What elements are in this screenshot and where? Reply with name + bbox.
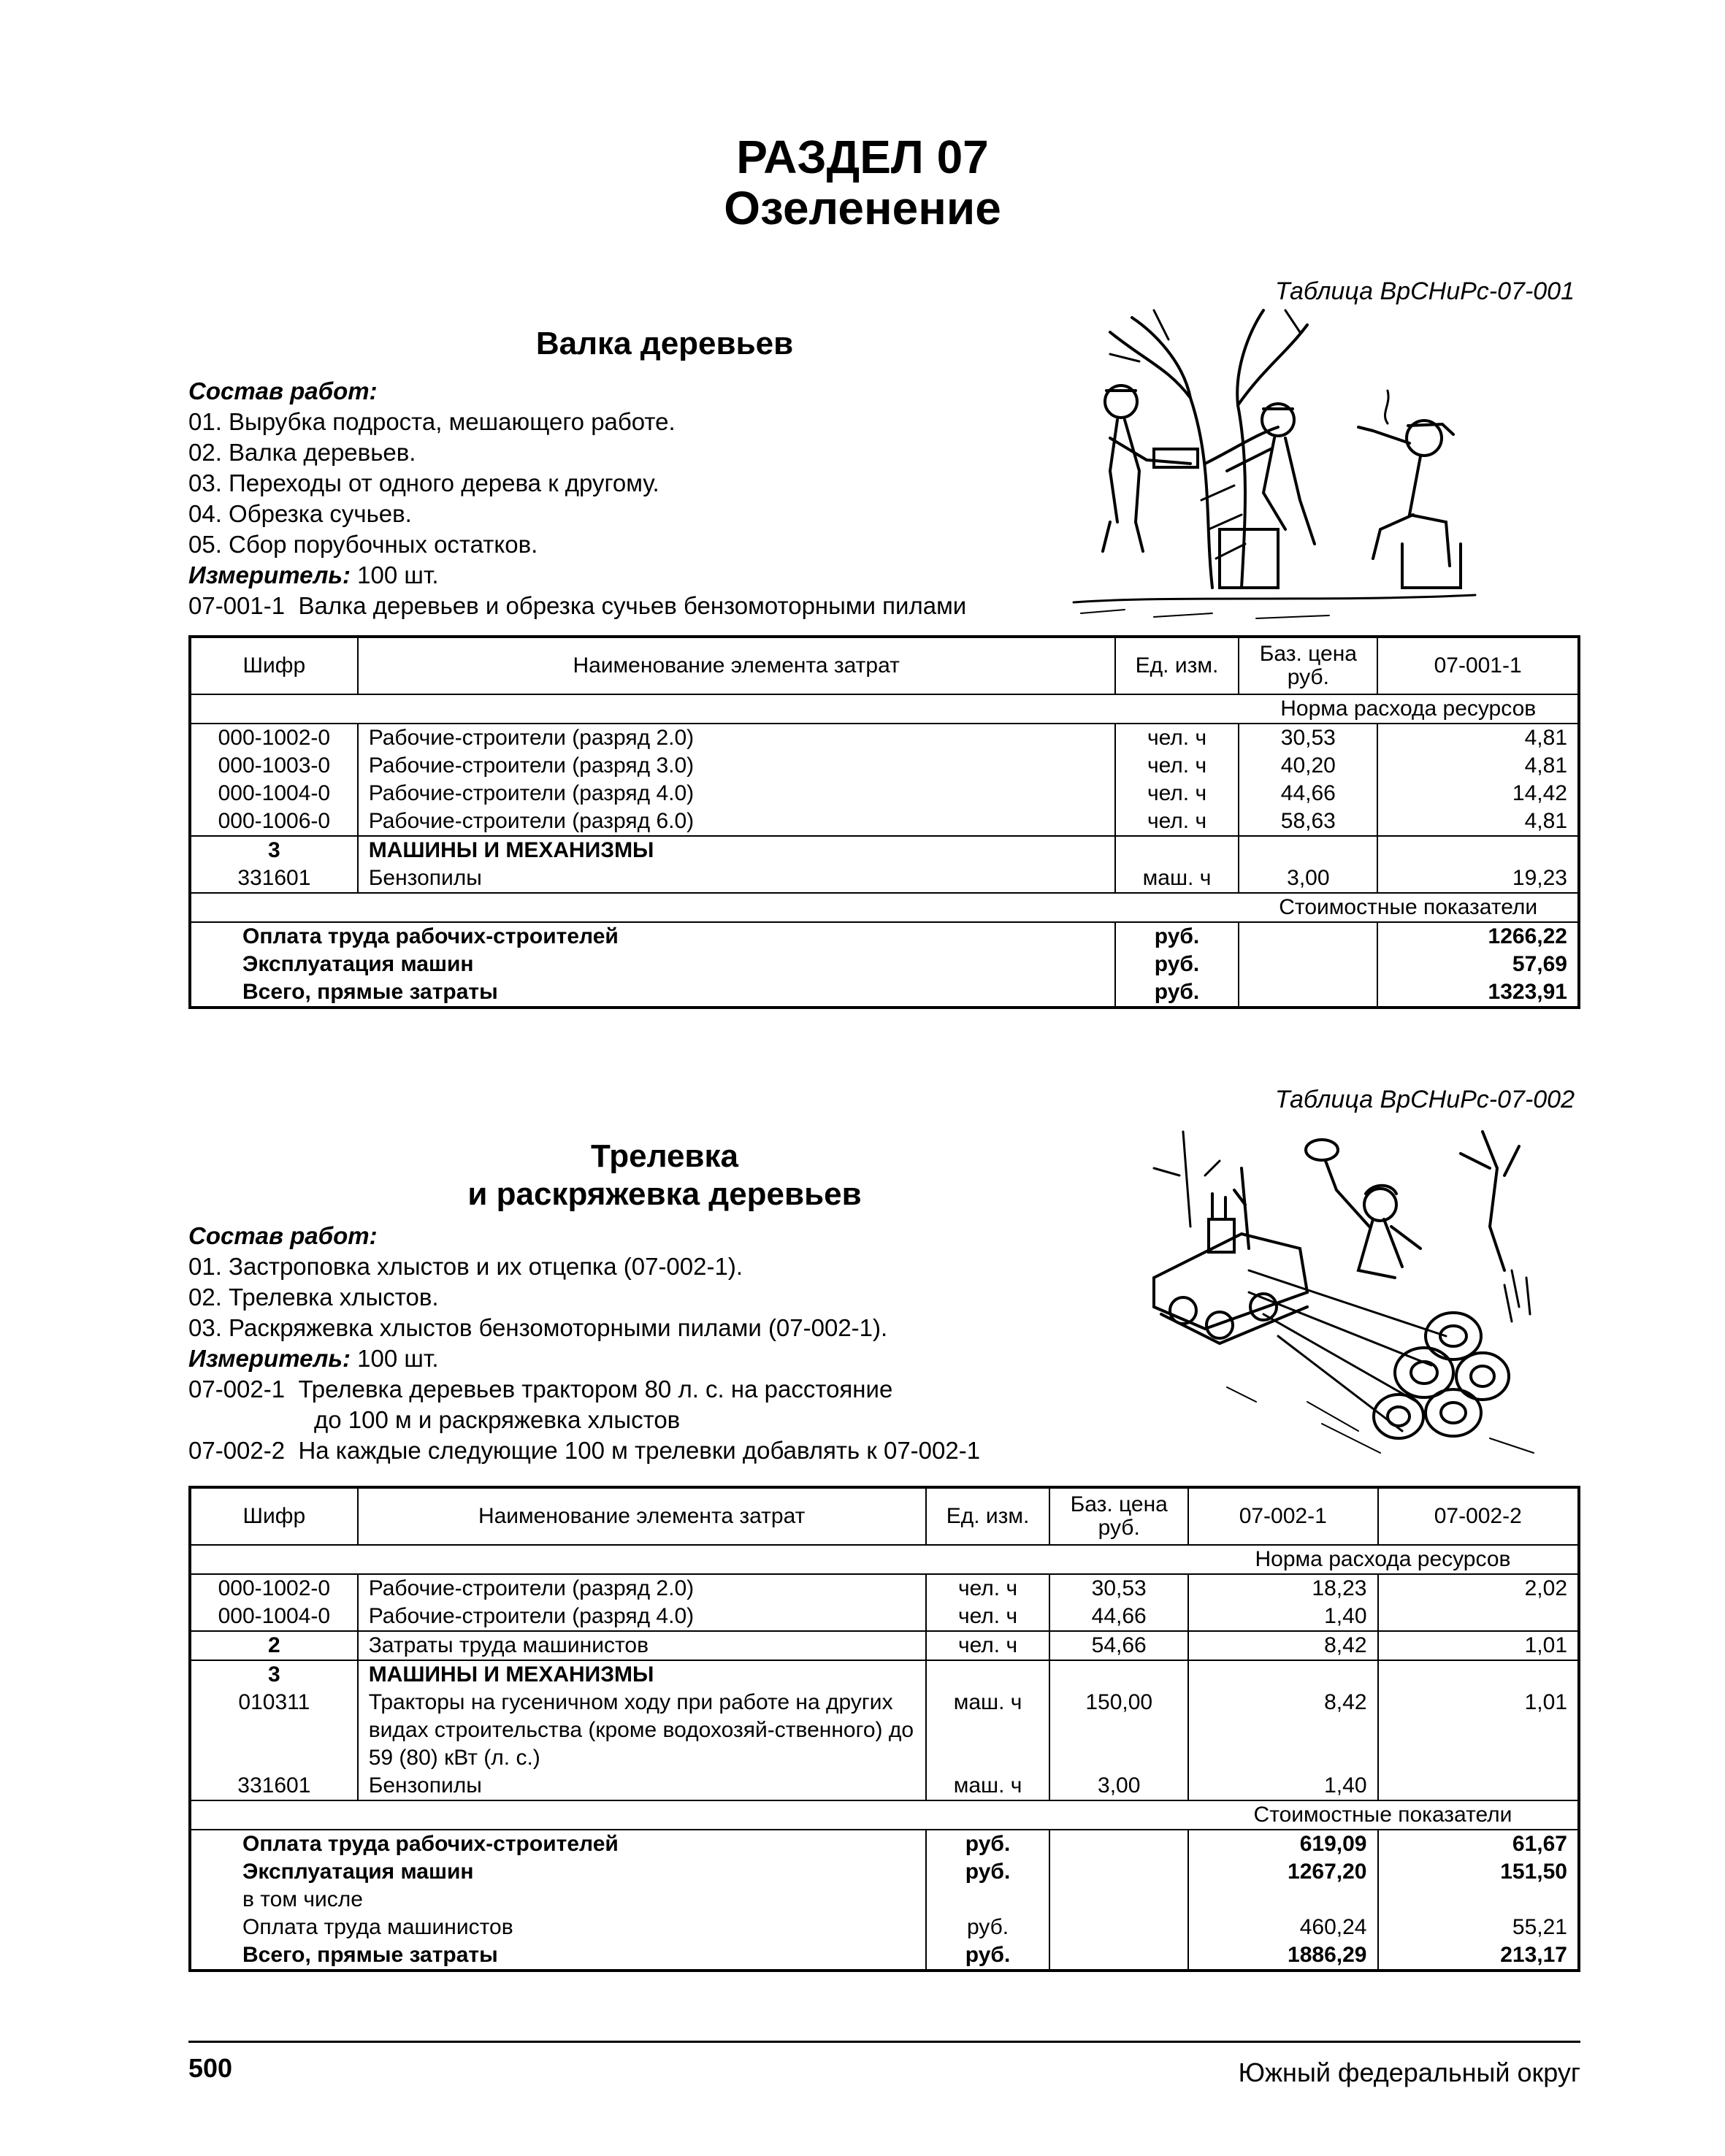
item-text: Сбор порубочных остатков. bbox=[229, 531, 538, 558]
col-header: Наименование элемента затрат bbox=[358, 637, 1115, 694]
cell: чел. ч bbox=[926, 1574, 1050, 1603]
cell: 57,69 bbox=[1377, 951, 1579, 978]
list-item bbox=[188, 1282, 980, 1313]
section-title: РАЗДЕЛ 07 bbox=[736, 131, 989, 183]
band-row bbox=[190, 694, 1579, 724]
table-caption-1: Таблица ВрСНиРс-07-001 bbox=[1274, 277, 1575, 305]
cell: маш. ч bbox=[926, 1689, 1050, 1772]
total-label: Эксплуатация машин bbox=[242, 1860, 474, 1884]
cell: 3,00 bbox=[1049, 1772, 1188, 1800]
item-num: 05. bbox=[188, 531, 222, 558]
cell bbox=[1378, 1772, 1580, 1800]
table-caption-2: Таблица ВрСНиРс-07-002 bbox=[1274, 1086, 1575, 1113]
cell: руб. bbox=[926, 1830, 1050, 1858]
cell: руб. bbox=[926, 1858, 1050, 1886]
cell: 4,81 bbox=[1377, 752, 1579, 780]
cell: Рабочие-строители (разряд 2.0) bbox=[358, 1574, 926, 1603]
total-row bbox=[190, 951, 1579, 978]
group-name: МАШИНЫ И МЕХАНИЗМЫ bbox=[358, 1660, 926, 1689]
total-label: Всего, прямые затраты bbox=[242, 980, 498, 1004]
page-number: 500 bbox=[188, 2053, 233, 2083]
cell: 58,63 bbox=[1239, 807, 1377, 836]
code-line bbox=[188, 591, 966, 621]
cell: 010311 bbox=[238, 1690, 310, 1714]
table-row bbox=[190, 807, 1579, 836]
cell: 1886,29 bbox=[1188, 1941, 1378, 1971]
title-line: Трелевка bbox=[591, 1138, 738, 1174]
table-row bbox=[190, 724, 1579, 752]
block1-composition bbox=[188, 376, 966, 621]
group-code: 3 bbox=[190, 1660, 358, 1689]
list-item bbox=[188, 437, 966, 468]
cell: руб. bbox=[1115, 951, 1239, 978]
cell: Рабочие-строители (разряд 6.0) bbox=[358, 807, 1115, 836]
table-row bbox=[190, 1603, 1579, 1631]
meter-label: Измеритель: bbox=[188, 561, 351, 588]
block1-title: Валка деревьев bbox=[535, 326, 794, 361]
cell: Рабочие-строители (разряд 3.0) bbox=[358, 752, 1115, 780]
total-row bbox=[190, 1941, 1579, 1971]
item-text: Вырубка подроста, мешающего работе. bbox=[229, 408, 676, 435]
cell: 2,02 bbox=[1378, 1574, 1580, 1603]
total-row bbox=[190, 978, 1579, 1008]
cell: Рабочие-строители (разряд 4.0) bbox=[358, 1603, 926, 1631]
meter-value: 100 шт. bbox=[351, 1345, 439, 1372]
group-code: 3 bbox=[190, 836, 358, 864]
list-item bbox=[188, 1251, 980, 1282]
total-row bbox=[190, 1886, 1579, 1914]
resource-table-2 bbox=[188, 1486, 1580, 1972]
cell: чел. ч bbox=[926, 1631, 1050, 1660]
section-subtitle: Озеленение bbox=[724, 182, 1001, 234]
cell: Бензопилы bbox=[358, 1772, 926, 1800]
col-header: Шифр bbox=[190, 637, 358, 694]
cell: 1266,22 bbox=[1377, 922, 1579, 951]
total-row bbox=[190, 1830, 1579, 1858]
code-text: Трелевка деревьев трактором 80 л. с. на расстояние bbox=[298, 1376, 893, 1403]
code-line-cont: до 100 м и раскряжевка хлыстов bbox=[314, 1406, 681, 1433]
total-row bbox=[190, 922, 1579, 951]
cell: 000-1006-0 bbox=[218, 809, 331, 833]
table-row bbox=[190, 752, 1579, 780]
group-name: МАШИНЫ И МЕХАНИЗМЫ bbox=[358, 836, 1115, 864]
block2-title bbox=[409, 1138, 920, 1213]
cell: 151,50 bbox=[1378, 1858, 1580, 1886]
code: 07-002-1 bbox=[188, 1376, 286, 1403]
composition-label: Состав работ: bbox=[188, 1222, 378, 1249]
total-row bbox=[190, 1858, 1579, 1886]
meter-label: Измеритель: bbox=[188, 1345, 351, 1372]
cell: 000-1002-0 bbox=[218, 1576, 331, 1600]
band-row bbox=[190, 1545, 1579, 1574]
cell: 44,66 bbox=[1239, 780, 1377, 807]
cell: маш. ч bbox=[926, 1772, 1050, 1800]
total-label: Оплата труда машинистов bbox=[242, 1915, 513, 1939]
cell: 3,00 bbox=[1239, 864, 1377, 893]
item-text: Раскряжевка хлыстов бензомоторными пилами (07-002-1). bbox=[229, 1314, 888, 1341]
table-row bbox=[190, 836, 1579, 864]
table-row bbox=[190, 780, 1579, 807]
cell: чел. ч bbox=[1115, 780, 1239, 807]
col-header: Наименование элемента затрат bbox=[358, 1487, 926, 1545]
code-line bbox=[188, 1435, 980, 1466]
total-row bbox=[190, 1914, 1579, 1941]
col-header: 07-002-1 bbox=[1188, 1487, 1378, 1545]
item-num: 02. bbox=[188, 439, 222, 466]
list-item bbox=[188, 529, 966, 560]
col-header: 07-002-2 bbox=[1378, 1487, 1580, 1545]
col-header: Ед. изм. bbox=[926, 1487, 1050, 1545]
cell: 1,01 bbox=[1378, 1631, 1580, 1660]
cell: 30,53 bbox=[1239, 724, 1377, 752]
code: 07-001-1 bbox=[188, 592, 286, 619]
cell bbox=[1378, 1603, 1580, 1631]
code: 07-002-2 bbox=[188, 1437, 286, 1464]
cell: 18,23 bbox=[1188, 1574, 1378, 1603]
cell: 30,53 bbox=[1049, 1574, 1188, 1603]
total-label: Эксплуатация машин bbox=[242, 952, 474, 976]
cell: 4,81 bbox=[1377, 807, 1579, 836]
cell: 4,81 bbox=[1377, 724, 1579, 752]
cell: руб. bbox=[1115, 922, 1239, 951]
cell: Рабочие-строители (разряд 4.0) bbox=[358, 780, 1115, 807]
code-text: Валка деревьев и обрезка сучьев бензомоторными пилами bbox=[298, 592, 967, 619]
footer-divider bbox=[188, 2041, 1580, 2043]
item-text: Застроповка хлыстов и их отцепка (07-002-1). bbox=[229, 1253, 743, 1280]
cell: руб. bbox=[926, 1941, 1050, 1971]
band-label: Норма расхода ресурсов bbox=[1188, 1545, 1579, 1574]
cell: чел. ч bbox=[926, 1603, 1050, 1631]
cell: 1267,20 bbox=[1188, 1858, 1378, 1886]
total-label: Оплата труда рабочих-строителей bbox=[242, 1832, 619, 1856]
meter-line bbox=[188, 560, 966, 591]
total-label: Оплата труда рабочих-строителей bbox=[242, 924, 619, 948]
cell: 55,21 bbox=[1378, 1914, 1580, 1941]
item-text: Трелевка хлыстов. bbox=[229, 1284, 439, 1311]
cell: чел. ч bbox=[1115, 752, 1239, 780]
table-row bbox=[190, 1772, 1579, 1800]
cell: 14,42 bbox=[1377, 780, 1579, 807]
lumberjacks-illustration bbox=[1066, 281, 1483, 624]
item-text: Переходы от одного дерева к другому. bbox=[229, 469, 659, 496]
band-row bbox=[190, 1800, 1579, 1830]
band-row bbox=[190, 893, 1579, 922]
cell: руб. bbox=[1115, 978, 1239, 1008]
cell: 000-1003-0 bbox=[218, 753, 331, 778]
item-num: 04. bbox=[188, 500, 222, 527]
code-text: На каждые следующие 100 м трелевки добавлять к 07-002-1 bbox=[298, 1437, 981, 1464]
cell: Затраты труда машинистов bbox=[358, 1631, 926, 1660]
table-row bbox=[190, 1660, 1579, 1689]
item-num: 01. bbox=[188, 408, 222, 435]
cell: 150,00 bbox=[1049, 1689, 1188, 1772]
col-header: Баз. цена руб. bbox=[1049, 1487, 1188, 1545]
item-num: 03. bbox=[188, 469, 222, 496]
col-header: 07-001-1 bbox=[1377, 637, 1579, 694]
item-num: 01. bbox=[188, 1253, 222, 1280]
cell: 8,42 bbox=[1188, 1689, 1378, 1772]
cell: 213,17 bbox=[1378, 1941, 1580, 1971]
cell: 619,09 bbox=[1188, 1830, 1378, 1858]
tractor-logs-illustration bbox=[1139, 1124, 1548, 1468]
cell: 54,66 bbox=[1049, 1631, 1188, 1660]
cell: 1,40 bbox=[1188, 1603, 1378, 1631]
cell: 331601 bbox=[237, 1773, 311, 1798]
list-item bbox=[188, 1313, 980, 1343]
cell: 1,40 bbox=[1188, 1772, 1378, 1800]
list-item bbox=[188, 407, 966, 437]
table-row bbox=[190, 864, 1579, 893]
band-label: Норма расхода ресурсов bbox=[1239, 694, 1579, 724]
cell: руб. bbox=[926, 1914, 1050, 1941]
cell: 61,67 bbox=[1378, 1830, 1580, 1858]
cell: чел. ч bbox=[1115, 724, 1239, 752]
cell: 000-1002-0 bbox=[218, 726, 331, 750]
cell: 000-1004-0 bbox=[218, 1604, 331, 1628]
table-row bbox=[190, 1689, 1579, 1772]
table-header-row bbox=[190, 1487, 1579, 1545]
code-line bbox=[188, 1374, 980, 1405]
cell: 2 bbox=[190, 1631, 358, 1660]
resource-table-1 bbox=[188, 635, 1580, 1009]
cell: 331601 bbox=[237, 866, 311, 890]
list-item bbox=[188, 499, 966, 529]
cell: Рабочие-строители (разряд 2.0) bbox=[358, 724, 1115, 752]
footer-region: Южный федеральный округ bbox=[1238, 2057, 1580, 2087]
cell: 1,01 bbox=[1378, 1689, 1580, 1772]
item-num: 03. bbox=[188, 1314, 222, 1341]
band-label: Стоимостные показатели bbox=[1239, 893, 1579, 922]
cell: 8,42 bbox=[1188, 1631, 1378, 1660]
item-text: Обрезка сучьев. bbox=[229, 500, 412, 527]
cell: 1323,91 bbox=[1377, 978, 1579, 1008]
block2-composition bbox=[188, 1221, 980, 1466]
meter-value: 100 шт. bbox=[351, 561, 439, 588]
list-item bbox=[188, 468, 966, 499]
cell: Бензопилы bbox=[358, 864, 1115, 893]
table-header-row bbox=[190, 637, 1579, 694]
col-header: Шифр bbox=[190, 1487, 358, 1545]
cell: Тракторы на гусеничном ходу при работе на других видах строительства (кроме водохозяй-ственного) до 59 (80) кВт (л. с.) bbox=[358, 1689, 926, 1772]
cell: чел. ч bbox=[1115, 807, 1239, 836]
cell: 44,66 bbox=[1049, 1603, 1188, 1631]
table-row bbox=[190, 1631, 1579, 1660]
col-header: Ед. изм. bbox=[1115, 637, 1239, 694]
meter-line bbox=[188, 1343, 980, 1374]
item-text: Валка деревьев. bbox=[229, 439, 416, 466]
incl-label: в том числе bbox=[242, 1887, 363, 1911]
cell: маш. ч bbox=[1115, 864, 1239, 893]
title-line: и раскряжевка деревьев bbox=[467, 1176, 862, 1212]
col-header: Баз. цена руб. bbox=[1239, 637, 1377, 694]
total-label: Всего, прямые затраты bbox=[242, 1943, 498, 1967]
band-label: Стоимостные показатели bbox=[1188, 1800, 1579, 1830]
cell: 19,23 bbox=[1377, 864, 1579, 893]
item-num: 02. bbox=[188, 1284, 222, 1311]
cell: 000-1004-0 bbox=[218, 781, 331, 805]
cell: 40,20 bbox=[1239, 752, 1377, 780]
table-row bbox=[190, 1574, 1579, 1603]
cell: 460,24 bbox=[1188, 1914, 1378, 1941]
composition-label: Состав работ: bbox=[188, 377, 378, 404]
